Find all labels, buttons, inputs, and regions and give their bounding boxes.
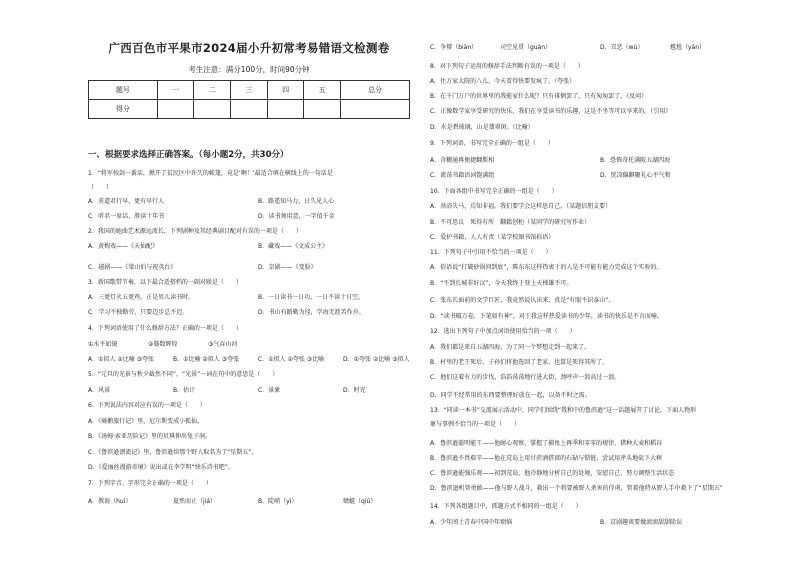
score-row-label: 得分: [89, 100, 158, 119]
question-text: A．少年闰土青春中国中年烦恼: [430, 519, 513, 526]
question-text: 司空见贯（guàn）: [500, 44, 552, 51]
question-text: 2．我国的她曲艺术源远流长，下列剧种及其经典剧目配对有误的一项是（ ）: [88, 228, 302, 235]
score-cell: 三: [231, 81, 268, 100]
question-text: B．不可思议 死得有所 翻籍创柜（某同学的研究写作业）: [430, 219, 591, 226]
question-text: 尴尬（yán）: [670, 44, 706, 51]
question-text: B．一日读书一日功，一日不读十日空。: [258, 294, 365, 301]
question-text: A．风景: [88, 387, 111, 394]
question-text: C．越剧——《梁山伯与祝英台》: [88, 264, 177, 271]
question-text: B．鲁滨逊不畏艰辛——他在荒岛上用甘蔗酒搭窝的石砧与锁链，尝试用斧头地砍下大树: [430, 455, 663, 462]
question-text: B．藏戏——《文成公主》: [258, 243, 329, 250]
question-text: C．正像数学家享受研究的快乐，我们在享受读书的乐趣，这是不坐等可以享来的。（引用）: [430, 108, 672, 115]
question-text: 蜻蜓（qiū）: [343, 498, 377, 505]
question-text: C．学习不独勤劳，只要迈步总不迟。: [88, 309, 189, 316]
score-cell: 四: [267, 81, 304, 100]
score-table-score-row: [89, 100, 410, 119]
question-text: B．①比喻 ②拟人 ③夸张: [173, 356, 240, 363]
question-text: C．《鲁滨逊漂流记》里，鲁滨逊给那个野人取名为了“星期五”。: [88, 449, 258, 456]
question-text: B．陡峭（yì）: [258, 498, 298, 505]
question-text: C．他们这着有力的步伐，浩浩荡荡地行进大街，劲呼声一浪高过一浪。: [430, 374, 621, 381]
score-cell: 二: [194, 81, 231, 100]
question-text: 5．“元旦的光景与秋夕截然不同”，“光景”一词在句中的意思是（ ）: [88, 371, 279, 378]
question-text: D．《爱丽丝漫游奇境》说出或在李学明“快乐诗书吧”。: [88, 464, 234, 471]
question-text: B．村里的老王死后，子孙们将他选回了老家，也算是死得其所了。: [430, 359, 609, 366]
question-text: B．路遥知马力，日久见人心: [258, 198, 335, 205]
question-text: D．京剧——《变脸》: [258, 264, 317, 271]
question-text: B．《汤姆·索亚历险记》里的贝琪伸出兔子洞。: [88, 433, 212, 440]
question-text: D．书山有路勤为径，学海无涯苦作舟。: [258, 309, 365, 316]
question-text: A．我们都是来自五湖四海，为了同一个梦想走到一起来了。: [430, 344, 591, 351]
question-text: 夏然而止（jiá）: [173, 498, 217, 505]
question-text: A．教诲（huì）: [88, 498, 132, 505]
question-text: 8．对下列句子运用的修辞手法判断有误的一项是（ ）: [430, 63, 584, 70]
question-text: C．流荡书籍语词饱满组: [430, 172, 495, 179]
question-text: 4．下列词语使用了什么修辞方法？正确的一项是（ ）: [88, 325, 242, 332]
question-text: C．景象: [258, 387, 281, 394]
section-heading: 一、根据要求选择正确答案。（每小题2分，共30分）: [88, 150, 289, 160]
question-text: D．读书须用意，一字值千金: [258, 213, 335, 220]
question-text: D．同学不经常用的东西要整理好放在一起，以备不时之需。: [430, 392, 591, 399]
question-text: A．住万家大院的八儿，今天看得快要发疯了。（夸张）: [430, 78, 576, 85]
question-text: 11．下列句子中引用不恰当的一项是（ ）: [430, 249, 552, 256]
question-text: B．京剧趣谈要做滚滚甜甜除误: [600, 519, 683, 526]
score-table: [88, 80, 410, 119]
question-text: C．争辩（biàn）: [430, 44, 478, 51]
question-text: D．鲁滨逊机智勇敢——他与野人战斗，救出一个将要被野人杀害的俘虏，管着他特从野人手中救下了“星期五”: [430, 485, 723, 492]
question-text: 7．下列字音、字形完全正确的一项是（ ）: [88, 480, 212, 487]
question-text: A．莫道君行早，更有早行人: [88, 198, 165, 205]
question-text: 6．下列说法内容对应有误的一项是（ ）: [88, 402, 206, 409]
question-text: A．含糊通再便捷翻斯相: [430, 157, 495, 164]
question-text: B．在千门万户的世界里的我能家什么呢？只有徘徊罢了，只有匆匆罢了。（反问）: [430, 93, 648, 100]
question-text: ①水平如镜: [88, 341, 118, 348]
question-text: D．恍凉偏僻聚礼心平气和: [600, 172, 671, 179]
score-cell: 五: [304, 81, 341, 100]
score-input-cell[interactable]: [194, 100, 231, 119]
question-text: B．“不到长城非好汉”，今天我终于登上天梯雄不可。: [430, 280, 573, 287]
question-text: A．黄梅戏——《天仙配》: [88, 243, 159, 250]
question-text: C．张东长面前的文学巨匠，我竟然说认出来，真是“有眼不识泰山”。: [430, 297, 615, 304]
question-text: A．基浴失马，焉知非福。我们要学会这样思自己。（某题信朋支要）: [430, 203, 612, 210]
exam-title: 广西百色市平果市2024届小升初常考易错语文检测卷: [108, 41, 390, 55]
score-input-cell[interactable]: [341, 100, 410, 119]
question-text: D．时光: [343, 387, 366, 394]
question-text: 1．“将军按剑一番话，掀开了贫民区中许久的帐篷，竟是‘啊！’最适合填在横线上的一句话是: [88, 170, 333, 177]
question-text: 3．新国歌带节奏，以下最合适搭档的一副对联是（ ）: [88, 279, 242, 286]
question-text: D．水是碧玻璃，山是翡翠斑。（比喻）: [430, 124, 534, 131]
question-text: A．三更灯火五更鸡，正是男儿读书时。: [88, 294, 195, 301]
question-text: B．恐怖奇托满阪五湖四海: [600, 157, 671, 164]
question-text: D．“读书破万卷，下笔如有神”，对于我这样热爱读书的少年，读书的快乐是不言而喻。: [430, 313, 663, 320]
question-text: 12．选出下列句子中加点词语使用恰当的一项（ ）: [430, 328, 576, 335]
score-input-cell[interactable]: [267, 100, 304, 119]
question-text: （ ）: [88, 184, 113, 191]
score-cell: 一: [157, 81, 194, 100]
score-table-header-row: [89, 81, 410, 100]
question-text: ②蓦数辉煌: [148, 341, 178, 348]
question-text: A．①拟人 ②比喻 ③夸张: [88, 356, 155, 363]
score-cell: 题号: [89, 81, 158, 100]
question-text: 象与事例不恰当的一项是（ ）: [430, 421, 521, 428]
score-input-cell[interactable]: [157, 100, 194, 119]
question-text: C．爱护书籍，人人有责（某学校图书馆标语）: [430, 234, 555, 241]
question-text: A．鲁滨逊聪明能干——他耐心观察，掌握了捕鱼上再季和零零的规律，猎种大麦和稻谷: [430, 440, 663, 447]
question-text: 13．“同读一本书”交流展示活动中，同学们围绕“我和中的鲁滨逊”这一话题展开了讨论。下面人物形: [430, 407, 697, 414]
score-cell: 总分: [341, 81, 410, 100]
exam-notice: 考生注意：满分100分，时间90分钟: [188, 65, 310, 74]
question-text: D．①夸张 ②比喻 ③拟人: [343, 356, 410, 363]
score-input-cell[interactable]: [231, 100, 268, 119]
question-text: C．听君一席话，胜读十年书: [88, 213, 165, 220]
question-text: 9．下列词语，书写完全正确的一组是（ ）: [430, 140, 554, 147]
question-text: D．丑恶（wù）: [600, 44, 644, 51]
score-input-cell[interactable]: [304, 100, 341, 119]
question-text: C．①拟人 ②夸张 ③比喻: [258, 356, 325, 363]
question-text: A．俗语说“打破砂锅问到底”，陈东东这样热衷于的人是不可能有能力完成这个实验的。: [430, 264, 663, 271]
question-text: 10．下面各组中书写完全正确的一组是（ ）: [430, 188, 558, 195]
question-text: C．鲁滨逊能强乐观——初到荒岛，他冷静地分析自己的处境，安慰自己，努力调整生活状态: [430, 470, 675, 477]
question-text: A．《骑鹅旅行记》里，尼尔斯变成小狐仙。: [88, 418, 204, 425]
question-text: ③气吞山河: [208, 341, 238, 348]
question-text: B．估计: [173, 387, 196, 394]
question-text: 14．下列各组题目中，抓题方式不相同的一组是（ ）: [430, 503, 582, 510]
